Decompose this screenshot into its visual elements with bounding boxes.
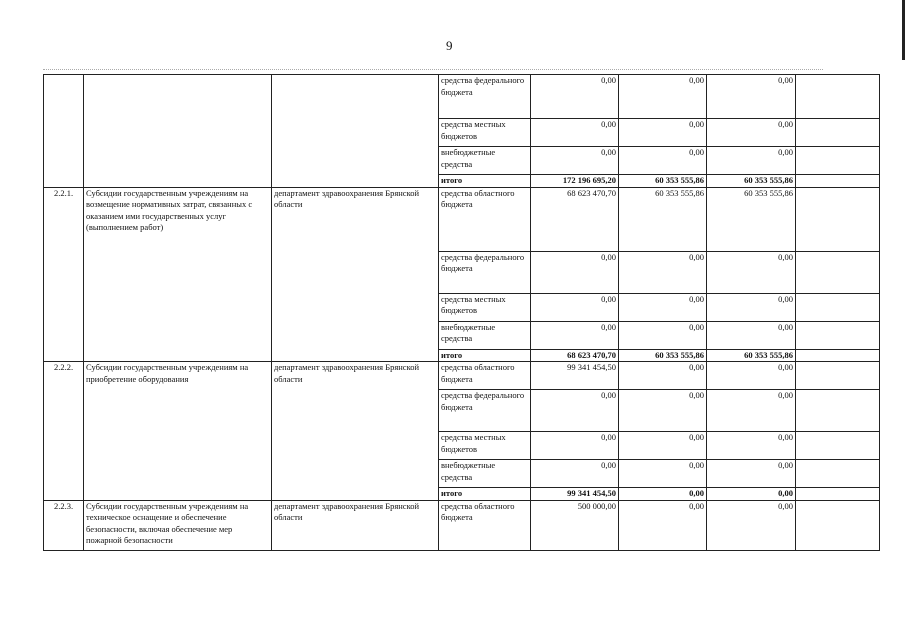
amount-year-3: 60 353 555,86 (707, 187, 796, 251)
amount-year-3: 0,00 (707, 293, 796, 321)
amount-year-1: 68 623 470,70 (531, 187, 619, 251)
amount-year-1: 0,00 (531, 147, 619, 175)
amount-year-3: 0,00 (707, 460, 796, 488)
amount-year-1: 0,00 (531, 390, 619, 432)
table-row (44, 362, 880, 390)
item-description: Субсидии государственным учреждениям на возмещение нормативных затрат, связанных с оказанием ими государственных услуг (выполнением работ) (84, 187, 272, 362)
empty-cell (796, 362, 880, 390)
amount-year-3: 0,00 (707, 75, 796, 119)
amount-year-2: 0,00 (619, 75, 707, 119)
amount-year-1: 0,00 (531, 321, 619, 349)
empty-cell (796, 251, 880, 293)
amount-year-3: 0,00 (707, 321, 796, 349)
responsible-organization (272, 75, 439, 188)
item-description: Субсидии государственным учреждениям на техническое оснащение и обеспечение безопасности, включая обеспечение мер пожарной безопасности (84, 500, 272, 550)
responsible-organization: департамент здравоохранения Брянской области (272, 187, 439, 362)
budget-table (43, 74, 880, 551)
amount-year-3: 60 353 555,86 (707, 349, 796, 362)
empty-cell (796, 119, 880, 147)
item-description: Субсидии государственным учреждениям на приобретение оборудования (84, 362, 272, 501)
amount-year-3: 0,00 (707, 251, 796, 293)
top-divider (43, 69, 823, 70)
responsible-organization: департамент здравоохранения Брянской области (272, 362, 439, 501)
funding-source: внебюджетные средства (439, 460, 531, 488)
amount-year-3: 0,00 (707, 119, 796, 147)
amount-year-1: 172 196 695,20 (531, 175, 619, 188)
table-row (44, 187, 880, 251)
amount-year-1: 0,00 (531, 293, 619, 321)
amount-year-3: 0,00 (707, 488, 796, 501)
funding-source: итого (439, 175, 531, 188)
amount-year-2: 0,00 (619, 119, 707, 147)
funding-source: средства областного бюджета (439, 500, 531, 550)
funding-source: средства федерального бюджета (439, 75, 531, 119)
empty-cell (796, 187, 880, 251)
amount-year-2: 60 353 555,86 (619, 175, 707, 188)
amount-year-3: 0,00 (707, 147, 796, 175)
amount-year-2: 60 353 555,86 (619, 187, 707, 251)
empty-cell (796, 460, 880, 488)
amount-year-1: 0,00 (531, 251, 619, 293)
amount-year-2: 0,00 (619, 251, 707, 293)
empty-cell (796, 390, 880, 432)
amount-year-3: 0,00 (707, 390, 796, 432)
item-number (44, 75, 84, 188)
funding-source: внебюджетные средства (439, 321, 531, 349)
funding-source: средства областного бюджета (439, 187, 531, 251)
amount-year-3: 0,00 (707, 432, 796, 460)
amount-year-1: 0,00 (531, 432, 619, 460)
funding-source: итого (439, 488, 531, 501)
amount-year-2: 0,00 (619, 321, 707, 349)
amount-year-1: 0,00 (531, 75, 619, 119)
amount-year-3: 0,00 (707, 500, 796, 550)
amount-year-2: 0,00 (619, 460, 707, 488)
empty-cell (796, 432, 880, 460)
amount-year-2: 0,00 (619, 293, 707, 321)
funding-source: средства федерального бюджета (439, 251, 531, 293)
funding-source: средства местных бюджетов (439, 119, 531, 147)
amount-year-1: 99 341 454,50 (531, 488, 619, 501)
amount-year-2: 60 353 555,86 (619, 349, 707, 362)
amount-year-1: 500 000,00 (531, 500, 619, 550)
empty-cell (796, 349, 880, 362)
empty-cell (796, 75, 880, 119)
table-row (44, 500, 880, 550)
empty-cell (796, 293, 880, 321)
item-number: 2.2.2. (44, 362, 84, 501)
item-number: 2.2.3. (44, 500, 84, 550)
amount-year-2: 0,00 (619, 500, 707, 550)
empty-cell (796, 321, 880, 349)
amount-year-1: 99 341 454,50 (531, 362, 619, 390)
funding-source: средства областного бюджета (439, 362, 531, 390)
table-row (44, 75, 880, 119)
amount-year-2: 0,00 (619, 390, 707, 432)
amount-year-2: 0,00 (619, 362, 707, 390)
empty-cell (796, 147, 880, 175)
empty-cell (796, 488, 880, 501)
funding-source: итого (439, 349, 531, 362)
amount-year-2: 0,00 (619, 432, 707, 460)
funding-source: средства федерального бюджета (439, 390, 531, 432)
item-number: 2.2.1. (44, 187, 84, 362)
amount-year-3: 0,00 (707, 362, 796, 390)
responsible-organization: департамент здравоохранения Брянской области (272, 500, 439, 550)
funding-source: средства местных бюджетов (439, 293, 531, 321)
funding-source: внебюджетные средства (439, 147, 531, 175)
amount-year-3: 60 353 555,86 (707, 175, 796, 188)
amount-year-1: 0,00 (531, 460, 619, 488)
empty-cell (796, 500, 880, 550)
amount-year-1: 68 623 470,70 (531, 349, 619, 362)
amount-year-2: 0,00 (619, 488, 707, 501)
funding-source: средства местных бюджетов (439, 432, 531, 460)
empty-cell (796, 175, 880, 188)
amount-year-2: 0,00 (619, 147, 707, 175)
page-number: 9 (446, 38, 453, 53)
item-description (84, 75, 272, 188)
amount-year-1: 0,00 (531, 119, 619, 147)
